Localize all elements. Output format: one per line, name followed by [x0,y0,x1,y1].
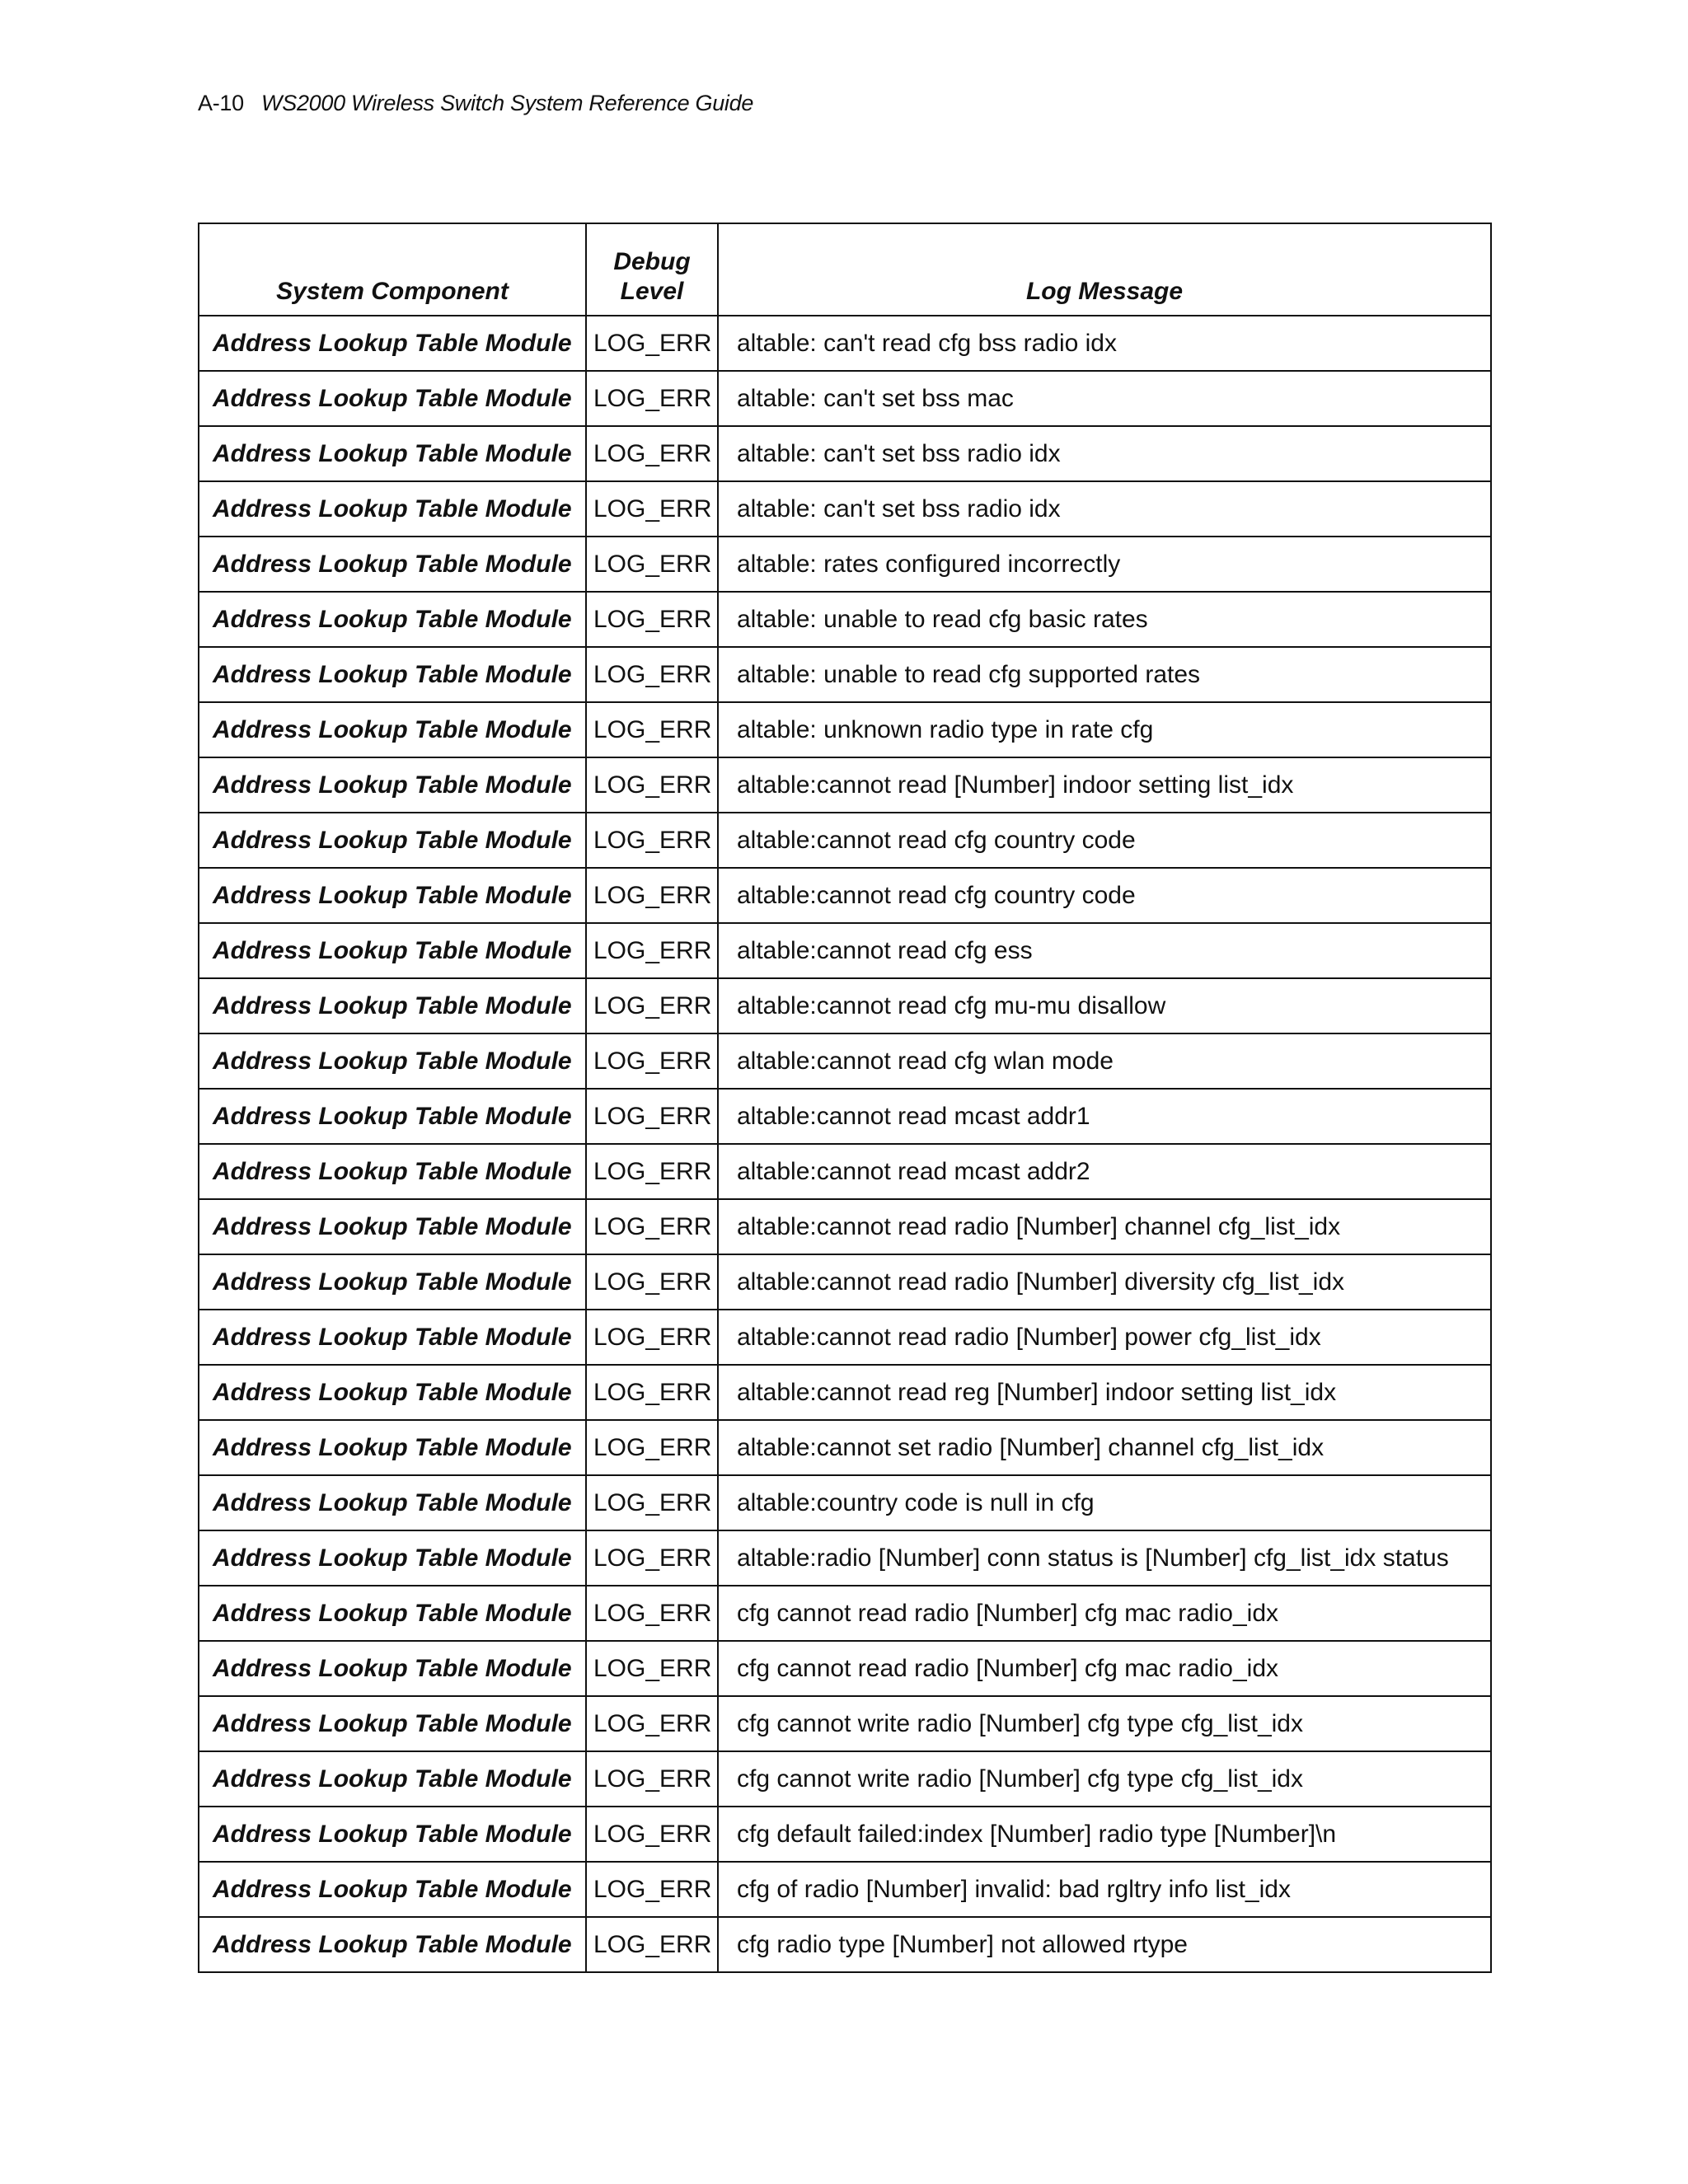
debug-level-cell: LOG_ERR [586,481,718,537]
debug-level-cell: LOG_ERR [586,1807,718,1862]
debug-level-cell: LOG_ERR [586,978,718,1033]
table-row [199,1530,1491,1586]
table-row [199,868,1491,923]
guide-title: WS2000 Wireless Switch System Reference Guide [261,91,754,115]
header-system-component: System Component [199,223,586,316]
debug-level-cell: LOG_ERR [586,1089,718,1144]
system-component-cell: Address Lookup Table Module [199,1586,586,1641]
log-message-cell: altable:cannot read cfg wlan mode [718,1033,1491,1089]
system-component-cell: Address Lookup Table Module [199,1310,586,1365]
table-row [199,1254,1491,1310]
debug-level-cell: LOG_ERR [586,1751,718,1807]
table-row [199,1089,1491,1144]
debug-level-cell: LOG_ERR [586,1420,718,1475]
header-debug-level-line1: Debug [613,248,691,275]
system-component-cell: Address Lookup Table Module [199,1917,586,1972]
log-message-cell: altable:cannot read cfg ess [718,923,1491,978]
table-row [199,1310,1491,1365]
table-row [199,1917,1491,1972]
debug-level-cell: LOG_ERR [586,702,718,757]
system-component-cell: Address Lookup Table Module [199,1254,586,1310]
log-message-cell: altable:cannot read cfg country code [718,813,1491,868]
table-row [199,757,1491,813]
table-row [199,481,1491,537]
table-row [199,923,1491,978]
log-message-cell: cfg cannot write radio [Number] cfg type cfg_list_idx [718,1696,1491,1751]
header-debug-level-line2: Level [620,278,684,305]
debug-level-cell: LOG_ERR [586,813,718,868]
debug-level-cell: LOG_ERR [586,426,718,481]
system-component-cell: Address Lookup Table Module [199,1089,586,1144]
table-row [199,1420,1491,1475]
table-row [199,813,1491,868]
table-body [199,316,1491,1972]
system-component-cell: Address Lookup Table Module [199,1751,586,1807]
system-component-cell: Address Lookup Table Module [199,868,586,923]
table-row [199,1365,1491,1420]
debug-level-cell: LOG_ERR [586,1917,718,1972]
table-row [199,978,1491,1033]
log-message-cell: cfg default failed:index [Number] radio type [Number]\n [718,1807,1491,1862]
log-message-cell: altable:cannot read cfg country code [718,868,1491,923]
table-header-row [199,223,1491,316]
log-message-cell: altable:cannot read [Number] indoor setting list_idx [718,757,1491,813]
system-component-cell: Address Lookup Table Module [199,537,586,592]
system-component-cell: Address Lookup Table Module [199,1530,586,1586]
system-component-cell: Address Lookup Table Module [199,1365,586,1420]
table-row [199,537,1491,592]
debug-level-cell: LOG_ERR [586,647,718,702]
debug-level-cell: LOG_ERR [586,1199,718,1254]
log-message-cell: altable: unable to read cfg supported rates [718,647,1491,702]
log-message-cell: altable:cannot read radio [Number] channel cfg_list_idx [718,1199,1491,1254]
debug-level-cell: LOG_ERR [586,1641,718,1696]
table-row [199,1696,1491,1751]
debug-level-cell: LOG_ERR [586,592,718,647]
debug-level-cell: LOG_ERR [586,1365,718,1420]
debug-level-cell: LOG_ERR [586,1254,718,1310]
page-number: A-10 [198,91,244,115]
table-row [199,1751,1491,1807]
header-debug-level [586,223,718,316]
table-row [199,426,1491,481]
system-component-cell: Address Lookup Table Module [199,1807,586,1862]
table-row [199,316,1491,371]
table-row [199,1586,1491,1641]
table-row [199,1862,1491,1917]
debug-level-cell: LOG_ERR [586,1144,718,1199]
log-message-cell: altable:cannot read reg [Number] indoor setting list_idx [718,1365,1491,1420]
system-component-cell: Address Lookup Table Module [199,592,586,647]
table-row [199,1144,1491,1199]
system-component-cell: Address Lookup Table Module [199,371,586,426]
system-component-cell: Address Lookup Table Module [199,1862,586,1917]
debug-level-cell: LOG_ERR [586,1310,718,1365]
system-component-cell: Address Lookup Table Module [199,757,586,813]
system-component-cell: Address Lookup Table Module [199,978,586,1033]
log-message-cell: cfg radio type [Number] not allowed rtype [718,1917,1491,1972]
log-message-cell: altable: can't set bss radio idx [718,426,1491,481]
debug-level-cell: LOG_ERR [586,757,718,813]
table-row [199,1641,1491,1696]
debug-level-cell: LOG_ERR [586,1475,718,1530]
system-component-cell: Address Lookup Table Module [199,1199,586,1254]
table-row [199,702,1491,757]
log-message-cell: cfg cannot read radio [Number] cfg mac radio_idx [718,1586,1491,1641]
debug-level-cell: LOG_ERR [586,868,718,923]
log-message-table [198,223,1492,1973]
log-message-cell: altable:cannot set radio [Number] channel cfg_list_idx [718,1420,1491,1475]
log-message-cell: altable:radio [Number] conn status is [Number] cfg_list_idx status [718,1530,1491,1586]
log-message-cell: altable: rates configured incorrectly [718,537,1491,592]
log-message-cell: altable: can't set bss radio idx [718,481,1491,537]
table-row [199,1033,1491,1089]
system-component-cell: Address Lookup Table Module [199,702,586,757]
debug-level-cell: LOG_ERR [586,1033,718,1089]
log-message-cell: altable: unable to read cfg basic rates [718,592,1491,647]
log-message-cell: altable: can't read cfg bss radio idx [718,316,1491,371]
log-message-cell: cfg cannot write radio [Number] cfg type cfg_list_idx [718,1751,1491,1807]
log-message-cell: altable:country code is null in cfg [718,1475,1491,1530]
debug-level-cell: LOG_ERR [586,1862,718,1917]
system-component-cell: Address Lookup Table Module [199,923,586,978]
system-component-cell: Address Lookup Table Module [199,1144,586,1199]
header-log-message: Log Message [718,223,1491,316]
log-message-cell: altable:cannot read radio [Number] power cfg_list_idx [718,1310,1491,1365]
system-component-cell: Address Lookup Table Module [199,481,586,537]
system-component-cell: Address Lookup Table Module [199,1420,586,1475]
system-component-cell: Address Lookup Table Module [199,426,586,481]
log-message-cell: cfg of radio [Number] invalid: bad rgltry info list_idx [718,1862,1491,1917]
system-component-cell: Address Lookup Table Module [199,647,586,702]
running-header [198,91,753,116]
system-component-cell: Address Lookup Table Module [199,1033,586,1089]
log-message-cell: cfg cannot read radio [Number] cfg mac radio_idx [718,1641,1491,1696]
table-row [199,647,1491,702]
system-component-cell: Address Lookup Table Module [199,1475,586,1530]
debug-level-cell: LOG_ERR [586,923,718,978]
table-row [199,1475,1491,1530]
debug-level-cell: LOG_ERR [586,1696,718,1751]
system-component-cell: Address Lookup Table Module [199,1696,586,1751]
debug-level-cell: LOG_ERR [586,1586,718,1641]
debug-level-cell: LOG_ERR [586,537,718,592]
log-message-cell: altable:cannot read cfg mu-mu disallow [718,978,1491,1033]
log-message-cell: altable:cannot read radio [Number] diversity cfg_list_idx [718,1254,1491,1310]
debug-level-cell: LOG_ERR [586,1530,718,1586]
log-message-cell: altable:cannot read mcast addr2 [718,1144,1491,1199]
table-row [199,1199,1491,1254]
system-component-cell: Address Lookup Table Module [199,1641,586,1696]
table-row [199,592,1491,647]
system-component-cell: Address Lookup Table Module [199,316,586,371]
log-message-cell: altable: unknown radio type in rate cfg [718,702,1491,757]
log-message-cell: altable:cannot read mcast addr1 [718,1089,1491,1144]
debug-level-cell: LOG_ERR [586,316,718,371]
system-component-cell: Address Lookup Table Module [199,813,586,868]
debug-level-cell: LOG_ERR [586,371,718,426]
log-message-cell: altable: can't set bss mac [718,371,1491,426]
table-row [199,371,1491,426]
table-row [199,1807,1491,1862]
